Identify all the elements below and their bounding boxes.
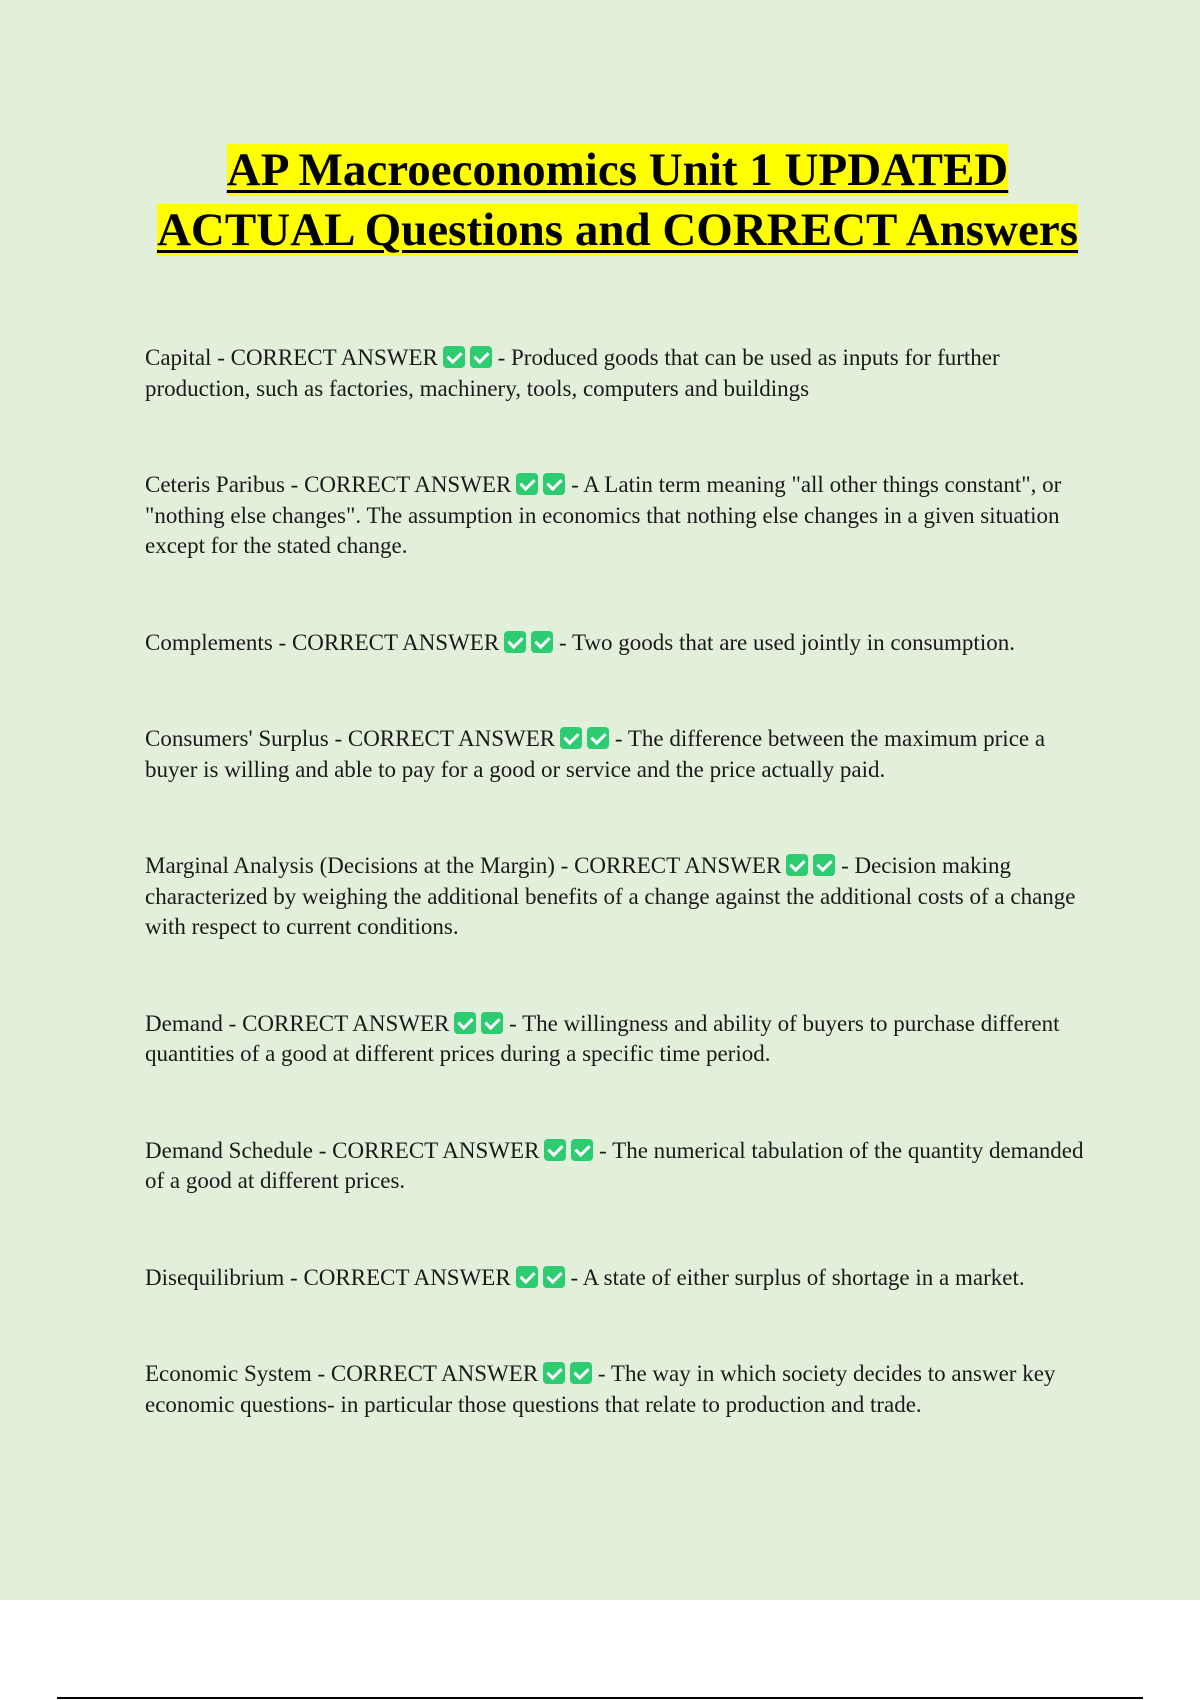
entry-term: Demand <box>145 1010 223 1036</box>
check-mark-icon <box>481 1012 503 1034</box>
entry-definition: - A state of either surplus of shortage in a market. <box>570 1264 1025 1290</box>
check-mark-icon <box>516 473 538 495</box>
list-item: Demand Schedule - CORRECT ANSWER - The numerical tabulation of the quantity demanded of a good at different prices. <box>145 1137 1084 1193</box>
entry-definition: - The numerical tabulation of the quantity demanded of a good at different prices. <box>145 1137 1084 1193</box>
entry-term: Capital <box>145 345 212 370</box>
check-mark-icon <box>544 1139 566 1161</box>
answer-label: CORRECT ANSWER <box>303 1264 511 1290</box>
answer-label: CORRECT ANSWER <box>242 1010 450 1036</box>
check-mark-icon <box>786 854 808 876</box>
answer-label: CORRECT ANSWER <box>291 629 500 655</box>
list-item: Disequilibrium - CORRECT ANSWER - A state of either surplus of shortage in a market. <box>145 1264 1025 1290</box>
check-mark-icon <box>543 1266 565 1288</box>
check-mark-icon <box>560 727 582 749</box>
check-mark-icon <box>570 1362 592 1384</box>
entry-term: Ceteris Paribus <box>145 472 285 497</box>
entry-list <box>145 343 1090 1486</box>
entry-definition: - The way in which society decides to answer key economic questions- in particular those questions that relate to production and trade. <box>145 1361 1056 1417</box>
answer-label: CORRECT ANSWER <box>332 1137 540 1163</box>
document-title-text: AP Macroeconomics Unit 1 UPDATED ACTUAL Questions and CORRECT Answers <box>156 144 1079 256</box>
document-title <box>145 140 1090 260</box>
check-mark-icon <box>531 631 553 653</box>
check-mark-icon <box>443 346 465 368</box>
entry-definition: - Produced goods that can be used as inputs for further production, such as factories, machinery, tools, computers and buildings <box>145 345 1000 401</box>
entry-term: Disequilibrium <box>145 1264 285 1290</box>
check-mark-icon <box>587 727 609 749</box>
entry-term: Economic System <box>145 1361 312 1386</box>
check-mark-icon <box>504 631 526 653</box>
footer-divider <box>57 1697 1143 1699</box>
check-mark-icon <box>470 346 492 368</box>
list-item: Ceteris Paribus - CORRECT ANSWER - A Latin term meaning "all other things constant", or "nothing else changes". The assumption in economics that nothing else changes in a given situation except for the stated change. <box>145 472 1062 558</box>
list-item: Economic System - CORRECT ANSWER - The way in which society decides to answer key economic questions- in particular those questions that relate to production and trade. <box>145 1361 1056 1417</box>
entry-term: Demand Schedule <box>145 1137 313 1163</box>
entry-definition: - The difference between the maximum price a buyer is willing and able to pay for a good or service and the price actually paid. <box>145 726 1046 782</box>
answer-label: CORRECT ANSWER <box>574 853 782 878</box>
entry-term: Consumers' Surplus <box>145 726 329 751</box>
answer-label: CORRECT ANSWER <box>230 345 438 370</box>
check-mark-icon <box>571 1139 593 1161</box>
list-item: Consumers' Surplus - CORRECT ANSWER - The difference between the maximum price a buyer is willing and able to pay for a good or service and the price actually paid. <box>145 726 1046 782</box>
check-mark-icon <box>454 1012 476 1034</box>
entry-definition: - Decision making characterized by weighing the additional benefits of a change against the additional costs of a change with respect to current conditions. <box>145 853 1076 939</box>
answer-label: CORRECT ANSWER <box>347 726 556 751</box>
check-mark-icon <box>813 854 835 876</box>
entry-term: Marginal Analysis (Decisions at the Margin) <box>145 853 555 878</box>
answer-label: CORRECT ANSWER <box>330 1361 539 1386</box>
list-item: Demand - CORRECT ANSWER - The willingness and ability of buyers to purchase different quantities of a good at different prices during a specific time period. <box>145 1010 1060 1066</box>
check-mark-icon <box>516 1266 538 1288</box>
entry-term: Complements <box>145 629 273 655</box>
list-item: Capital - CORRECT ANSWER - Produced goods that can be used as inputs for further production, such as factories, machinery, tools, computers and buildings <box>145 345 1000 401</box>
entry-definition: - Two goods that are used jointly in consumption. <box>558 629 1015 655</box>
check-mark-icon <box>543 1362 565 1384</box>
entry-definition: - The willingness and ability of buyers to purchase different quantities of a good at different prices during a specific time period. <box>145 1010 1060 1066</box>
answer-label: CORRECT ANSWER <box>304 472 512 497</box>
list-item: Complements - CORRECT ANSWER - Two goods that are used jointly in consumption. <box>145 629 1015 655</box>
check-mark-icon <box>543 473 565 495</box>
entry-definition: - A Latin term meaning "all other things constant", or "nothing else changes". The assumption in economics that nothing else changes in a given situation except for the stated change. <box>145 472 1062 558</box>
list-item: Marginal Analysis (Decisions at the Margin) - CORRECT ANSWER - Decision making characterized by weighing the additional benefits of a change against the additional costs of a change with respect to current conditions. <box>145 853 1076 939</box>
